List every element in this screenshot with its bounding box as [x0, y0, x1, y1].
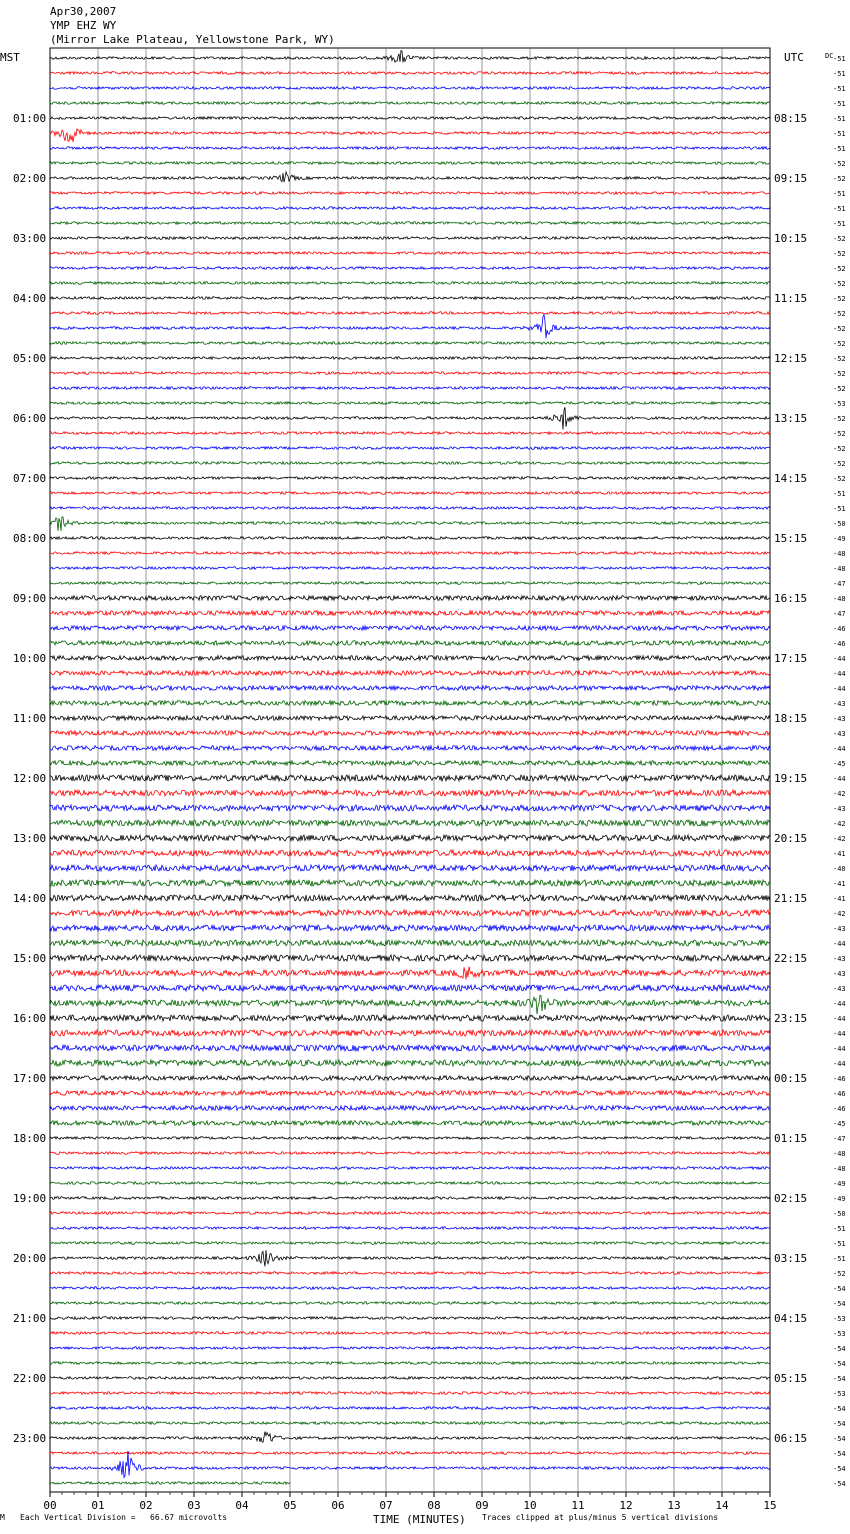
dc-offset-label: -52 — [833, 475, 846, 483]
dc-offset-label: -44 — [833, 655, 846, 663]
dc-offset-label: -43 — [833, 805, 846, 813]
trace-line — [50, 656, 770, 661]
mst-hour-label: 16:00 — [13, 1012, 47, 1025]
trace-line — [50, 967, 770, 980]
dc-offset-label: -52 — [833, 355, 846, 363]
trace-line — [50, 775, 770, 781]
trace-line — [50, 342, 770, 345]
dc-offset-label: -52 — [833, 280, 846, 288]
mst-hour-label: 10:00 — [13, 652, 47, 665]
trace-line — [50, 552, 770, 555]
utc-hour-label: 11:15 — [774, 292, 808, 305]
mst-hour-label: 11:00 — [13, 712, 47, 725]
utc-hour-label: 10:15 — [774, 232, 808, 245]
trace-line — [50, 671, 770, 676]
mst-hour-label: 15:00 — [13, 952, 47, 965]
utc-hour-label: 14:15 — [774, 472, 808, 485]
trace-line — [50, 192, 770, 195]
seismic-traces — [50, 51, 770, 1485]
dc-offset-label: -52 — [833, 175, 846, 183]
dc-offset-label: -53 — [833, 400, 846, 408]
dc-offset-label: -44 — [833, 1060, 846, 1068]
trace-line — [50, 267, 770, 270]
trace-line — [50, 1432, 770, 1443]
x-tick-label: 10 — [523, 1499, 537, 1512]
trace-line — [50, 940, 770, 946]
x-tick-label: 12 — [619, 1499, 633, 1512]
plot-frame — [50, 48, 770, 1492]
dc-offset-label: -51 — [833, 1225, 846, 1233]
trace-line — [50, 1317, 770, 1320]
utc-hour-label: 19:15 — [774, 772, 808, 785]
mst-hour-label: 13:00 — [13, 832, 47, 845]
trace-line — [50, 731, 770, 736]
x-tick-label: 14 — [715, 1499, 729, 1512]
utc-hour-label: 22:15 — [774, 952, 808, 965]
trace-line — [50, 1076, 770, 1081]
dc-offset-label: -54 — [833, 1360, 846, 1368]
trace-line — [50, 1302, 770, 1305]
utc-hour-label: 20:15 — [774, 832, 808, 845]
dc-offset-label: -51 — [833, 505, 846, 513]
dc-offset-label: -52 — [833, 250, 846, 258]
trace-line — [50, 1407, 770, 1410]
utc-hour-label: 01:15 — [774, 1132, 808, 1145]
plot-date: Apr30,2007 — [50, 5, 117, 18]
x-tick-label: 02 — [139, 1499, 153, 1512]
utc-hour-label: 13:15 — [774, 412, 808, 425]
mst-hour-label: 22:00 — [13, 1372, 47, 1385]
dc-offset-label: -43 — [833, 730, 846, 738]
trace-line — [50, 596, 770, 601]
trace-line — [50, 1121, 770, 1126]
dc-offset-label: -52 — [833, 385, 846, 393]
trace-line — [50, 517, 770, 531]
mst-axis-title: MST — [0, 51, 20, 64]
trace-line — [50, 790, 770, 796]
dc-offset-label: -44 — [833, 670, 846, 678]
x-tick-label: 15 — [763, 1499, 777, 1512]
dc-offset-label: -43 — [833, 985, 846, 993]
dc-offset-label: -44 — [833, 745, 846, 753]
dc-offset-label: -46 — [833, 1075, 846, 1083]
utc-hour-label: 05:15 — [774, 1372, 808, 1385]
trace-line — [50, 447, 770, 450]
trace-line — [50, 357, 770, 360]
trace-line — [50, 955, 770, 961]
mst-hour-label: 07:00 — [13, 472, 47, 485]
utc-hour-label: 06:15 — [774, 1432, 808, 1445]
dc-offset-label: -48 — [833, 565, 846, 573]
trace-line — [50, 162, 770, 165]
dc-offset-label: -53 — [833, 1330, 846, 1338]
dc-offset-label: -54 — [833, 1435, 846, 1443]
mst-hour-label: 18:00 — [13, 1132, 47, 1145]
dc-offset-label: -42 — [833, 835, 846, 843]
station-code: YMP EHZ WY — [50, 19, 117, 32]
trace-line — [50, 462, 770, 465]
trace-line — [50, 910, 770, 916]
dc-offset-label: -44 — [833, 940, 846, 948]
utc-hour-label: 18:15 — [774, 712, 808, 725]
trace-line — [50, 1377, 770, 1380]
trace-line — [50, 222, 770, 225]
utc-hour-label: 09:15 — [774, 172, 808, 185]
trace-line — [50, 1137, 770, 1140]
trace-line — [50, 1015, 770, 1021]
trace-line — [50, 995, 770, 1014]
dc-offset-label: -53 — [833, 1390, 846, 1398]
trace-line — [50, 432, 770, 435]
utc-hour-label: 00:15 — [774, 1072, 808, 1085]
dc-offset-label: -51 — [833, 115, 846, 123]
trace-line — [50, 716, 770, 721]
trace-line — [50, 1212, 770, 1215]
dc-offset-label: -49 — [833, 535, 846, 543]
trace-line — [50, 387, 770, 390]
dc-offset-label: -53 — [833, 1315, 846, 1323]
utc-hour-label: 08:15 — [774, 112, 808, 125]
trace-line — [50, 1242, 770, 1245]
dc-offset-label: -54 — [833, 1300, 846, 1308]
trace-line — [50, 87, 770, 90]
trace-line — [50, 492, 770, 495]
dc-offset-label: -48 — [833, 1150, 846, 1158]
trace-line — [50, 129, 770, 142]
dc-offset-label: -42 — [833, 790, 846, 798]
utc-axis-title: UTC — [784, 51, 804, 64]
dc-offset-label: -51 — [833, 130, 846, 138]
x-tick-label: 06 — [331, 1499, 345, 1512]
trace-line — [50, 1030, 770, 1036]
trace-line — [50, 297, 770, 300]
dc-offset-label: -52 — [833, 340, 846, 348]
dc-offset-label: -42 — [833, 910, 846, 918]
mst-hour-label: 04:00 — [13, 292, 47, 305]
trace-line — [50, 402, 770, 405]
mst-hour-label: 17:00 — [13, 1072, 47, 1085]
trace-line — [50, 1152, 770, 1155]
dc-offset-label: -44 — [833, 1045, 846, 1053]
trace-line — [50, 701, 770, 706]
x-tick-label: 05 — [283, 1499, 297, 1512]
mst-hour-labels — [13, 112, 46, 1445]
x-tick-label: 11 — [571, 1499, 585, 1512]
trace-line — [50, 315, 770, 339]
dc-offset-label: -44 — [833, 775, 846, 783]
trace-line — [50, 51, 770, 63]
dc-offset-label: -54 — [833, 1375, 846, 1383]
trace-line — [50, 1422, 770, 1425]
trace-line — [50, 820, 770, 826]
trace-line — [50, 805, 770, 811]
mst-hour-label: 14:00 — [13, 892, 47, 905]
mst-hour-label: 02:00 — [13, 172, 47, 185]
utc-hour-label: 03:15 — [774, 1252, 808, 1265]
x-tick-label: 01 — [91, 1499, 105, 1512]
dc-offset-label: -54 — [833, 1465, 846, 1473]
mst-hour-label: 20:00 — [13, 1252, 47, 1265]
dc-offset-label: -40 — [833, 865, 846, 873]
x-axis — [43, 1492, 776, 1512]
trace-line — [50, 252, 770, 255]
dc-offset-label: -52 — [833, 370, 846, 378]
utc-hour-label: 04:15 — [774, 1312, 808, 1325]
mst-hour-label: 01:00 — [13, 112, 47, 125]
dc-offset-label: -44 — [833, 1015, 846, 1023]
dc-offset-label: -44 — [833, 1030, 846, 1038]
trace-line — [50, 1287, 770, 1290]
x-tick-label: 13 — [667, 1499, 681, 1512]
vertical-scale-note: Each Vertical Division = 66.67 microvolts — [20, 1513, 228, 1522]
trace-line — [50, 117, 770, 120]
trace-line — [50, 1482, 290, 1485]
trace-line — [50, 865, 770, 871]
mst-hour-label: 12:00 — [13, 772, 47, 785]
dc-axis-title: DC — [825, 52, 834, 60]
dc-offset-labels — [833, 55, 846, 1488]
mst-hour-label: 03:00 — [13, 232, 47, 245]
trace-line — [50, 1227, 770, 1230]
dc-offset-label: -45 — [833, 760, 846, 768]
trace-line — [50, 72, 770, 75]
trace-line — [50, 1091, 770, 1096]
dc-offset-label: -52 — [833, 415, 846, 423]
dc-offset-label: -48 — [833, 595, 846, 603]
dc-offset-label: -51 — [833, 70, 846, 78]
dc-offset-label: -51 — [833, 490, 846, 498]
dc-offset-label: -43 — [833, 970, 846, 978]
trace-line — [50, 1392, 770, 1395]
trace-line — [50, 1106, 770, 1111]
trace-line — [50, 537, 770, 540]
trace-line — [50, 477, 770, 480]
dc-offset-label: -51 — [833, 1255, 846, 1263]
trace-line — [50, 582, 770, 585]
dc-offset-label: -46 — [833, 1105, 846, 1113]
dc-offset-label: -45 — [833, 1120, 846, 1128]
dc-offset-label: -52 — [833, 160, 846, 168]
dc-offset-label: -43 — [833, 925, 846, 933]
trace-line — [50, 850, 770, 856]
dc-offset-label: -49 — [833, 1180, 846, 1188]
trace-line — [50, 172, 770, 182]
x-tick-label: 08 — [427, 1499, 441, 1512]
mst-hour-label: 08:00 — [13, 532, 47, 545]
trace-line — [50, 985, 770, 991]
utc-hour-label: 16:15 — [774, 592, 808, 605]
trace-line — [50, 1045, 770, 1051]
trace-line — [50, 641, 770, 646]
dc-offset-label: -41 — [833, 880, 846, 888]
minute-grid — [50, 48, 770, 1492]
corner-mark: M — [0, 1513, 5, 1522]
dc-offset-label: -51 — [833, 220, 846, 228]
dc-offset-label: -48 — [833, 550, 846, 558]
trace-line — [50, 895, 770, 901]
dc-offset-label: -54 — [833, 1420, 846, 1428]
trace-line — [50, 746, 770, 751]
mst-hour-label: 05:00 — [13, 352, 47, 365]
dc-offset-label: -46 — [833, 1090, 846, 1098]
utc-hour-label: 15:15 — [774, 532, 808, 545]
dc-offset-label: -51 — [833, 205, 846, 213]
trace-line — [50, 237, 770, 240]
x-axis-title: TIME (MINUTES) — [373, 1513, 466, 1526]
trace-line — [50, 1272, 770, 1275]
trace-line — [50, 626, 770, 631]
dc-offset-label: -51 — [833, 100, 846, 108]
dc-offset-label: -48 — [833, 1165, 846, 1173]
trace-line — [50, 1451, 770, 1477]
dc-offset-label: -47 — [833, 610, 846, 618]
utc-hour-label: 21:15 — [774, 892, 808, 905]
trace-line — [50, 880, 770, 886]
dc-offset-label: -52 — [833, 445, 846, 453]
clip-note: Traces clipped at plus/minus 5 vertical divisions — [482, 1513, 719, 1522]
trace-line — [50, 1060, 770, 1066]
dc-offset-label: -44 — [833, 685, 846, 693]
dc-offset-label: -51 — [833, 55, 846, 63]
dc-offset-label: -43 — [833, 700, 846, 708]
dc-offset-label: -46 — [833, 625, 846, 633]
dc-offset-label: -51 — [833, 85, 846, 93]
x-tick-label: 03 — [187, 1499, 201, 1512]
trace-line — [50, 1197, 770, 1200]
x-tick-label: 07 — [379, 1499, 393, 1512]
utc-hour-label: 12:15 — [774, 352, 808, 365]
utc-hour-label: 02:15 — [774, 1192, 808, 1205]
dc-offset-label: -51 — [833, 145, 846, 153]
mst-hour-label: 19:00 — [13, 1192, 47, 1205]
trace-line — [50, 925, 770, 931]
trace-line — [50, 1332, 770, 1335]
x-tick-label: 00 — [43, 1499, 57, 1512]
dc-offset-label: -47 — [833, 580, 846, 588]
dc-offset-label: -50 — [833, 520, 846, 528]
trace-line — [50, 282, 770, 285]
trace-line — [50, 507, 770, 510]
dc-offset-label: -44 — [833, 1000, 846, 1008]
utc-hour-label: 23:15 — [774, 1012, 808, 1025]
trace-line — [50, 407, 770, 429]
mst-hour-label: 06:00 — [13, 412, 47, 425]
dc-offset-label: -54 — [833, 1405, 846, 1413]
trace-line — [50, 761, 770, 766]
utc-hour-label: 17:15 — [774, 652, 808, 665]
trace-line — [50, 567, 770, 570]
dc-offset-label: -43 — [833, 955, 846, 963]
dc-offset-label: -54 — [833, 1480, 846, 1488]
trace-line — [50, 1347, 770, 1350]
dc-offset-label: -52 — [833, 325, 846, 333]
x-tick-label: 04 — [235, 1499, 249, 1512]
mst-hour-label: 09:00 — [13, 592, 47, 605]
dc-offset-label: -50 — [833, 1210, 846, 1218]
dc-offset-label: -52 — [833, 265, 846, 273]
trace-line — [50, 1167, 770, 1170]
dc-offset-label: -52 — [833, 310, 846, 318]
dc-offset-label: -49 — [833, 1195, 846, 1203]
dc-offset-label: -54 — [833, 1285, 846, 1293]
trace-line — [50, 372, 770, 375]
dc-offset-label: -41 — [833, 895, 846, 903]
dc-offset-label: -47 — [833, 1135, 846, 1143]
trace-line — [50, 686, 770, 691]
trace-line — [50, 1362, 770, 1365]
dc-offset-label: -43 — [833, 715, 846, 723]
mst-hour-label: 23:00 — [13, 1432, 47, 1445]
mst-hour-label: 21:00 — [13, 1312, 47, 1325]
dc-offset-label: -46 — [833, 640, 846, 648]
station-location: (Mirror Lake Plateau, Yellowstone Park, WY) — [50, 33, 335, 46]
dc-offset-label: -52 — [833, 460, 846, 468]
dc-offset-label: -51 — [833, 1240, 846, 1248]
dc-offset-label: -52 — [833, 295, 846, 303]
dc-offset-label: -52 — [833, 235, 846, 243]
trace-line — [50, 102, 770, 105]
dc-offset-label: -52 — [833, 1270, 846, 1278]
trace-line — [50, 1250, 770, 1266]
dc-offset-label: -54 — [833, 1450, 846, 1458]
trace-line — [50, 835, 770, 841]
trace-line — [50, 1452, 770, 1455]
trace-line — [50, 1182, 770, 1185]
dc-offset-label: -42 — [833, 820, 846, 828]
dc-offset-label: -51 — [833, 190, 846, 198]
dc-offset-label: -41 — [833, 850, 846, 858]
trace-line — [50, 312, 770, 315]
trace-line — [50, 147, 770, 150]
x-tick-label: 09 — [475, 1499, 489, 1512]
dc-offset-label: -54 — [833, 1345, 846, 1353]
trace-line — [50, 611, 770, 616]
dc-offset-label: -52 — [833, 430, 846, 438]
utc-hour-labels — [774, 112, 807, 1445]
trace-line — [50, 207, 770, 210]
